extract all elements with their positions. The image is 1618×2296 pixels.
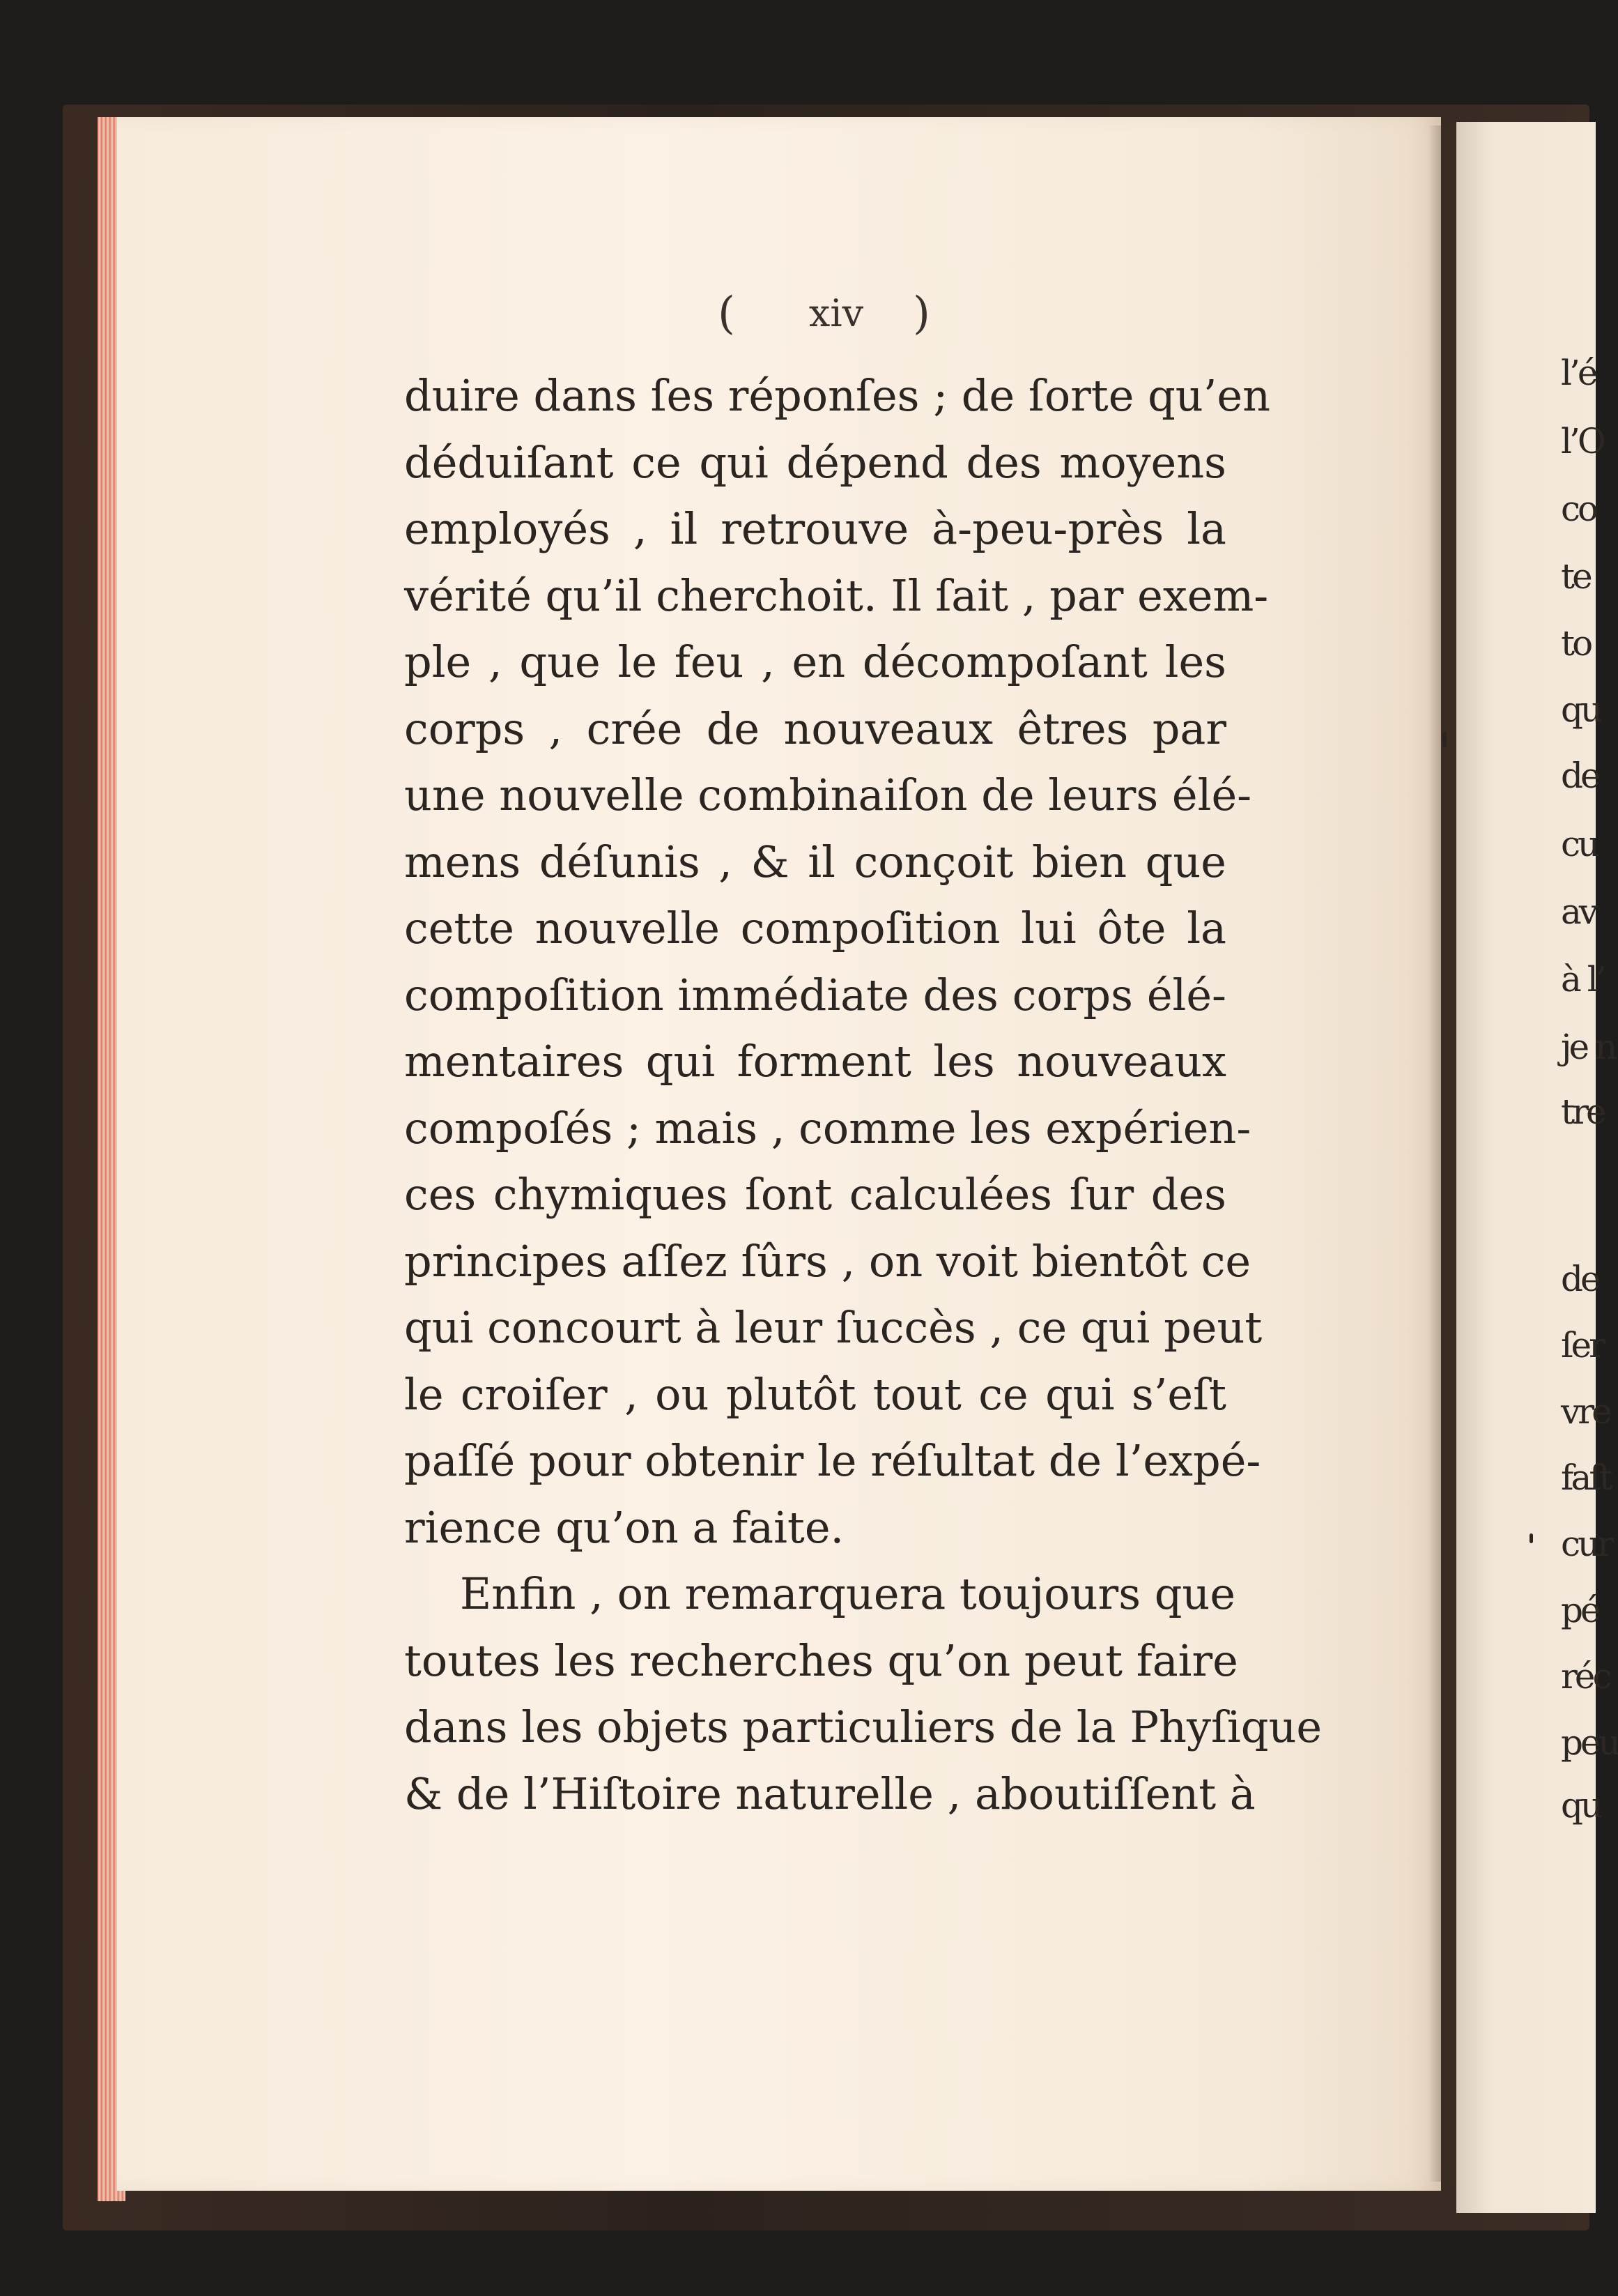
facing-fragment: à l’ [1561, 959, 1604, 1000]
page-number: xiv [808, 291, 864, 335]
facing-fragment: faſt [1561, 1457, 1610, 1498]
page-header [697, 286, 976, 342]
facing-fragment: peu [1561, 1722, 1618, 1763]
facing-fragment: vre [1561, 1391, 1610, 1432]
facing-fragment: tre [1561, 1092, 1604, 1132]
text-line: qui concourt à leur ſuccès , ce qui peut [404, 1302, 1263, 1353]
facing-fragment: de [1561, 1259, 1598, 1299]
text-line: ces chymiques ſont calculées ſur des [404, 1169, 1226, 1220]
facing-fragment: l’é [1561, 353, 1596, 393]
facing-fragment: de [1561, 756, 1598, 796]
body-text [404, 362, 1323, 1827]
text-line: dans les objets particuliers de la Phyſique [404, 1701, 1323, 1752]
facing-fragment: réc [1561, 1656, 1610, 1697]
facing-fragment: pé [1561, 1590, 1598, 1630]
text-line: compoſés ; mais , comme les expérien- [404, 1102, 1251, 1154]
paper-speck [1530, 1533, 1533, 1543]
text-line: vérité qu’il cherchoit. Il ſait , par exem- [404, 569, 1269, 621]
text-line: duire dans ſes réponſes ; de ſorte qu’en [404, 370, 1271, 421]
text-line: corps , crée de nouveaux êtres par [404, 703, 1226, 754]
facing-fragment: qu [1561, 1785, 1601, 1826]
text-line: déduiſant ce qui dépend des moyens [404, 436, 1226, 488]
facing-fragment: te [1561, 556, 1590, 597]
facing-fragment: ſer [1561, 1325, 1603, 1365]
text-line: rience qu’on a faite. [404, 1501, 845, 1553]
text-line: paſſé pour obtenir le réſultat de l’expé- [404, 1435, 1261, 1486]
header-open-paren: ( [718, 288, 735, 339]
text-line: & de l’Hiſtoire naturelle , aboutiſſent à [404, 1768, 1256, 1819]
text-line: cette nouvelle compoſition lui ôte la [404, 903, 1226, 954]
facing-fragment: co [1561, 489, 1596, 529]
text-line: compoſition immédiate des corps élé- [404, 969, 1226, 1020]
text-line: employés , il retrouve à-peu-près la [404, 503, 1226, 554]
facing-page-edge [1456, 122, 1618, 2213]
facing-fragment: l’O [1561, 421, 1603, 461]
facing-fragment: qu [1561, 689, 1601, 730]
text-line: mens déſunis , & il conçoit bien que [404, 836, 1226, 887]
text-line: Enfin , on remarquera toujours que [460, 1568, 1236, 1619]
text-line: mentaires qui forment les nouveaux [404, 1036, 1226, 1087]
paper-speck [1442, 732, 1447, 747]
facing-fragment: cu [1561, 824, 1598, 864]
facing-fragment: je n [1561, 1027, 1615, 1067]
facing-fragment: av [1561, 891, 1596, 932]
text-line: principes aſſez ſûrs , on voit bientôt ce [404, 1235, 1251, 1287]
gutter-shadow [1428, 125, 1456, 2182]
facing-fragment: to [1561, 623, 1591, 664]
header-close-paren: ) [913, 288, 930, 339]
text-line: ple , que le feu , en décompoſant les [404, 636, 1226, 687]
text-line: toutes les recherches qu’on peut faire [404, 1635, 1238, 1686]
text-line: le croiſer , ou plutôt tout ce qui s’eſt [404, 1368, 1226, 1420]
facing-fragment: cur [1561, 1524, 1612, 1564]
text-line: une nouvelle combinaiſon de leurs élé- [404, 770, 1252, 820]
